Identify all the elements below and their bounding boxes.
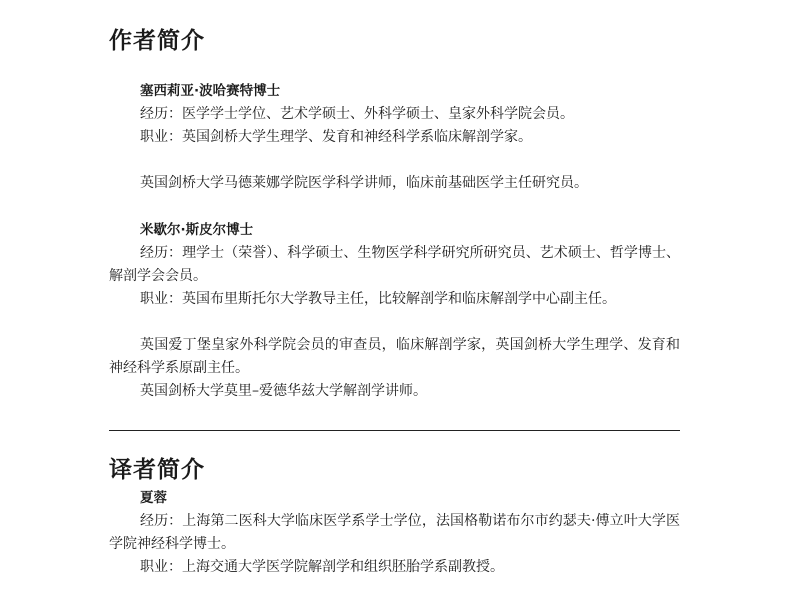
section-divider [109,430,680,431]
author-extra-info: 英国剑桥大学马德莱娜学院医学科学讲师，临床前基础医学主任研究员。 [140,175,588,191]
author-name: 米歇尔·斯皮尔博士 [140,222,254,238]
authors-section-title: 作者简介 [109,27,205,55]
author-entry [109,80,680,195]
author-experience: 经历：理学士（荣誉）、科学硕士、生物医学科学研究所研究员、艺术硕士、哲学博士、解剖学会会员。 [109,245,680,284]
author-occupation: 职业：英国剑桥大学生理学、发育和神经科学系临床解剖学家。 [140,129,532,145]
author-extra-info: 英国剑桥大学莫里–爱德华兹大学解剖学讲师。 [140,383,427,399]
translators-section-title: 译者简介 [109,456,205,484]
author-entry [109,219,680,403]
translator-occupation: 职业：上海交通大学医学院解剖学和组织胚胎学系副教授。 [140,559,504,575]
author-extra-info: 英国爱丁堡皇家外科学院会员的审查员，临床解剖学家，英国剑桥大学生理学、发育和神经科学系原副主任。 [109,337,680,376]
translator-entry [109,487,680,579]
author-experience: 经历：医学学士学位、艺术学硕士、外科学硕士、皇家外科学院会员。 [140,106,574,122]
translator-name: 夏蓉 [140,490,167,506]
author-name: 塞西莉亚·波哈赛特博士 [140,83,281,99]
translator-experience: 经历：上海第二医科大学临床医学系学士学位，法国格勒诺布尔市约瑟夫·傅立叶大学医学院神经科学博士。 [109,513,680,552]
author-occupation: 职业：英国布里斯托尔大学教导主任，比较解剖学和临床解剖学中心副主任。 [140,291,616,307]
